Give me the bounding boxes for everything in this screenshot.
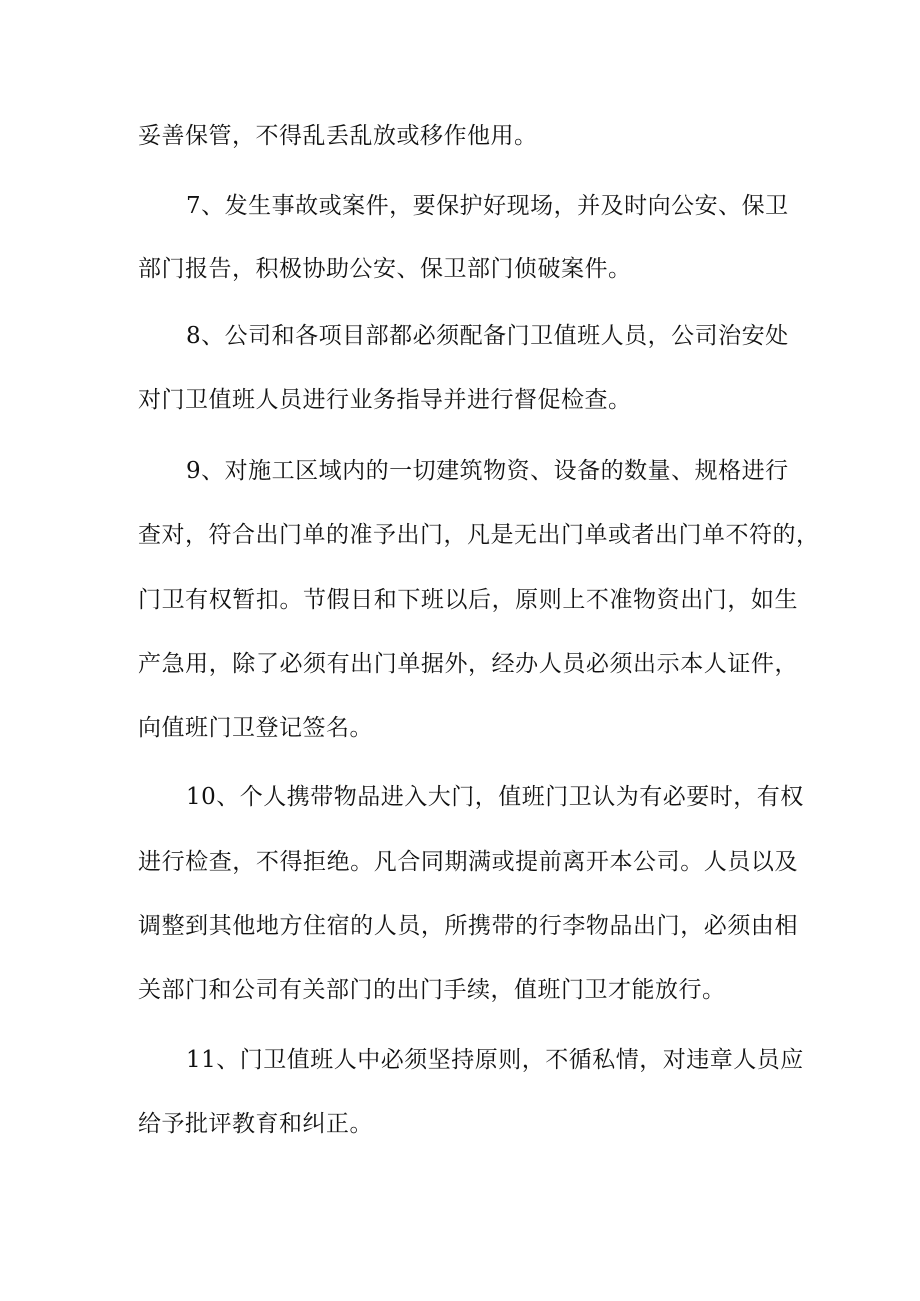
paragraph-7-line-1: 7、发生事故或案件，要保护好现场，并及时向公安、保卫 [186,193,789,219]
text-line: 妥善保管，不得乱丢乱放或移作他用。 [138,123,538,149]
paragraph-9-line-5: 向值班门卫登记签名。 [138,715,373,741]
paragraph-7-line-2: 部门报告，积极协助公安、保卫部门侦破案件。 [138,256,632,282]
paragraph-8-line-1: 8、公司和各项目部都必须配备门卫值班人员，公司治安处 [186,323,789,349]
paragraph-10-line-3: 调整到其他地方住宿的人员，所携带的行李物品出门，必须由相 [138,913,798,939]
paragraph-8-line-2: 对门卫值班人员进行业务指导并进行督促检查。 [138,387,632,413]
paragraph-9-line-2: 查对，符合出门单的准予出门，凡是无出门单或者出门单不符的， [138,522,820,548]
paragraph-9-line-1: 9、对施工区域内的一切建筑物资、设备的数量、规格进行 [186,458,789,484]
paragraph-9-line-3: 门卫有权暂扣。节假日和下班以后，原则上不准物资出门，如生 [138,587,798,613]
paragraph-11-line-2: 给予批评教育和纠正。 [138,1111,373,1137]
paragraph-10-line-1: 10、个人携带物品进入大门，值班门卫认为有必要时，有权 [186,784,804,810]
paragraph-10-line-4: 关部门和公司有关部门的出门手续，值班门卫才能放行。 [138,977,726,1003]
paragraph-9-line-4: 产急用，除了必须有出门单据外，经办人员必须出示本人证件， [138,651,798,677]
paragraph-11-line-1: 11、门卫值班人中必须坚持原则，不循私情，对违章人员应 [186,1047,804,1073]
paragraph-10-line-2: 进行检查，不得拒绝。凡合同期满或提前离开本公司。人员以及 [138,849,798,875]
